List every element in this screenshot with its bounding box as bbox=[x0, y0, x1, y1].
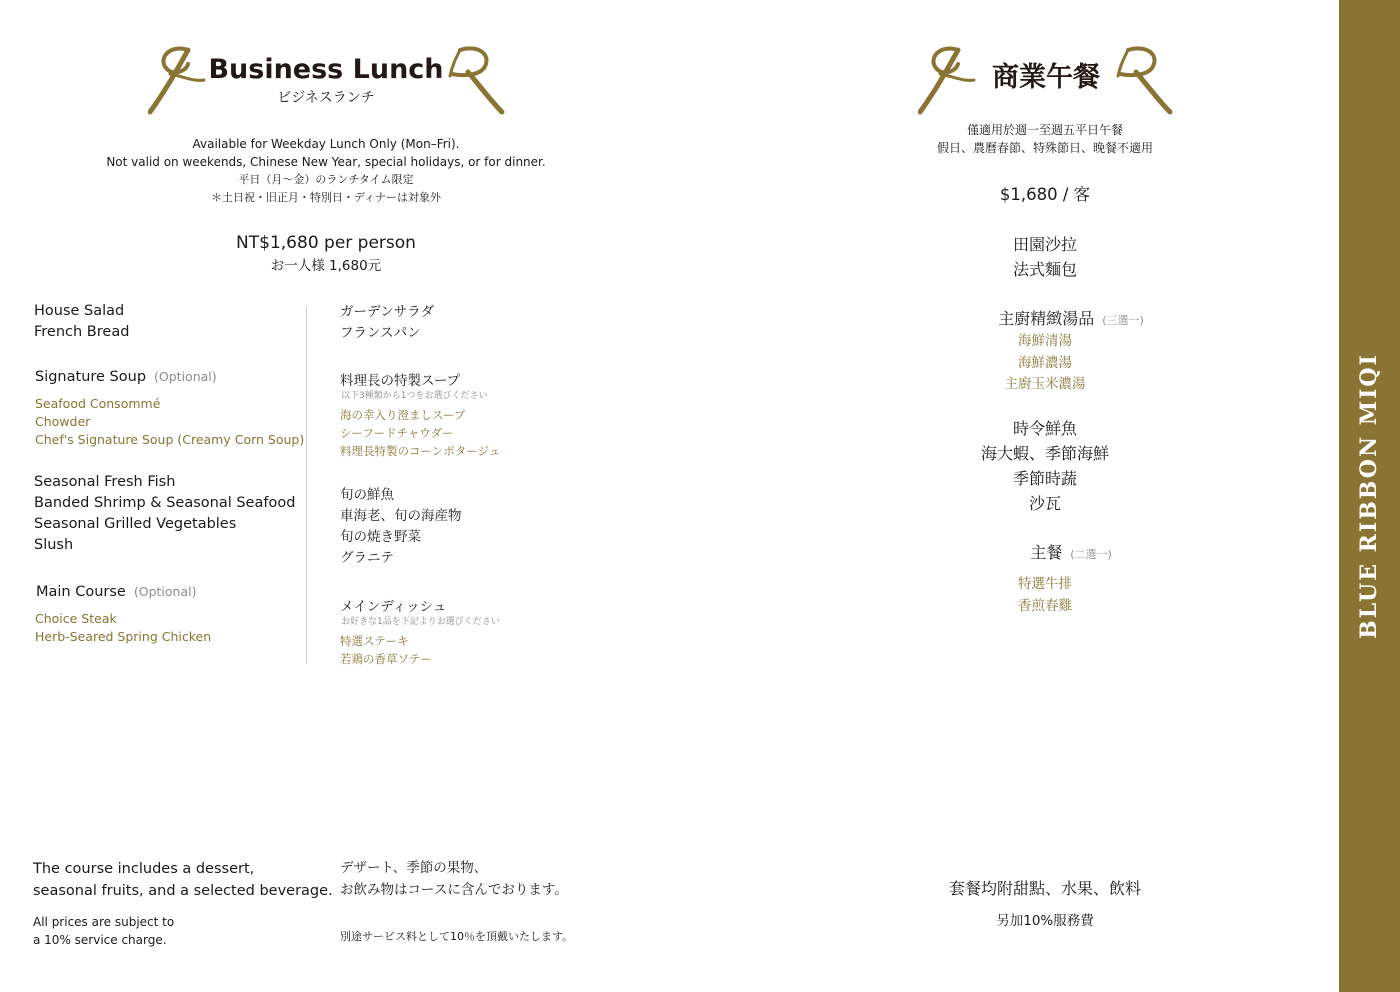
list-item: ガーデンサラダ bbox=[340, 304, 435, 320]
jp-mains-fixed bbox=[340, 485, 462, 569]
list-item: 特選ステーキ bbox=[340, 634, 409, 648]
zh-price: $1,680 / 客 bbox=[999, 185, 1091, 204]
list-item: 田園沙拉 bbox=[1012, 235, 1077, 254]
price-en: NT$1,680 per person bbox=[236, 233, 416, 253]
zh-soup-list bbox=[945, 331, 1145, 396]
zh-main-list bbox=[945, 574, 1145, 617]
page-subtitle: ビジネスランチ bbox=[277, 90, 375, 106]
list-item: 車海老、旬の海産物 bbox=[340, 508, 462, 524]
list-item: 海大蝦、季節海鮮 bbox=[980, 444, 1109, 463]
brand-sidebar bbox=[1339, 0, 1400, 992]
jp-soup-note: 以下3種類から1つをお選びください bbox=[341, 391, 488, 401]
list-item: Chowder bbox=[35, 414, 91, 429]
list-item: 海鮮清湯 bbox=[1018, 333, 1072, 349]
list-item: 特選牛排 bbox=[1018, 576, 1072, 592]
list-item: グラニテ bbox=[340, 550, 394, 566]
list-item: フランスパン bbox=[340, 325, 421, 341]
en-footer-note: The course includes a dessert, seasonal fruits, and a selected beverage. bbox=[33, 861, 333, 899]
en-soup-heading: Signature Soup (Optional) bbox=[35, 369, 217, 385]
page-title: Business Lunch bbox=[208, 54, 444, 85]
list-item: House Salad bbox=[34, 303, 125, 319]
zh-starters bbox=[945, 232, 1145, 282]
zh-page-title: 商業午餐 bbox=[992, 62, 1100, 93]
en-starters bbox=[34, 301, 129, 343]
jp-main-list bbox=[340, 632, 432, 668]
jp-main-heading: メインディッシュ bbox=[340, 599, 447, 615]
list-item: 若鶏の香草ソテー bbox=[340, 652, 432, 666]
column-divider bbox=[306, 306, 307, 664]
list-item: Choice Steak bbox=[35, 611, 117, 626]
list-item: 主廚玉米濃湯 bbox=[1004, 376, 1086, 392]
jp-soup-list bbox=[340, 406, 500, 460]
list-item: 海鮮濃湯 bbox=[1018, 354, 1072, 371]
ornamental-r-logo-icon-left-2 bbox=[446, 46, 506, 116]
list-item: 香煎春雞 bbox=[1018, 597, 1072, 614]
en-main-list bbox=[35, 610, 211, 646]
zh-footer-note: 套餐均附甜點、水果、飲料 bbox=[948, 879, 1141, 898]
en-soup-list bbox=[35, 395, 304, 449]
list-item: 沙瓦 bbox=[1028, 494, 1061, 513]
list-item: 時令鮮魚 bbox=[1012, 419, 1077, 438]
list-item: Seasonal Fresh Fish bbox=[34, 474, 176, 490]
price-jp: お一人様 1,680元 bbox=[270, 258, 382, 274]
list-item: Herb-Seared Spring Chicken bbox=[35, 629, 212, 644]
list-item: 旬の焼き野菜 bbox=[340, 529, 421, 545]
list-item: 旬の鮮魚 bbox=[340, 487, 394, 503]
list-item: 季節時蔬 bbox=[1012, 469, 1077, 488]
list-item: シーフードチャウダー bbox=[340, 426, 454, 440]
en-mains-fixed bbox=[34, 472, 295, 556]
jp-service-note: 別途サービス料として10％を頂戴いたします。 bbox=[340, 930, 574, 943]
ornamental-r-logo-icon-left-1 bbox=[148, 46, 208, 116]
en-service-note: All prices are subject to a 10% service charge. bbox=[33, 915, 175, 947]
zh-availability-note: 僅適用於週一至週五平日午餐 假日、農曆春節、特殊節日、晚餐不適用 bbox=[936, 123, 1153, 155]
en-main-heading: Main Course (Optional) bbox=[36, 584, 197, 600]
list-item: Seafood Consommé bbox=[35, 396, 161, 411]
jp-starters bbox=[340, 302, 434, 344]
list-item: French Bread bbox=[34, 324, 130, 340]
list-item: 海の幸入り澄ましスープ bbox=[340, 408, 466, 422]
list-item: Slush bbox=[34, 537, 74, 553]
zh-service-note: 另加10%服務費 bbox=[996, 913, 1094, 929]
jp-main-note: お好きな1品を下記よりお選びください bbox=[341, 617, 500, 627]
list-item: 料理長特製のコーンポタージュ bbox=[340, 444, 501, 458]
list-item: Banded Shrimp & Seasonal Seafood bbox=[34, 495, 296, 511]
zh-mains-fixed bbox=[945, 416, 1145, 516]
list-item: Chef's Signature Soup (Creamy Corn Soup) bbox=[35, 432, 305, 447]
jp-soup-heading: 料理長の特製スープ bbox=[340, 373, 461, 389]
availability-note: Available for Weekday Lunch Only (Mon–Fri). Not valid on weekends, Chinese New Year, special holidays, or for dinner. 平日（月～金）のランチタイム限定 ＊土日祝・旧正月・特別日・ディナーは対象外 bbox=[106, 137, 546, 204]
list-item: Seasonal Grilled Vegetables bbox=[34, 516, 237, 532]
jp-footer-note: デザート、季節の果物、 お飲み物はコースに含んでおります。 bbox=[340, 860, 568, 898]
list-item: 法式麵包 bbox=[1012, 260, 1077, 279]
zh-soup-heading: 主廚精緻湯品 (三選一) bbox=[998, 309, 1144, 328]
brand-name: BLUE RIBBON MIQI bbox=[1356, 353, 1382, 639]
zh-main-heading: 主餐 (二選一) bbox=[1030, 543, 1112, 562]
